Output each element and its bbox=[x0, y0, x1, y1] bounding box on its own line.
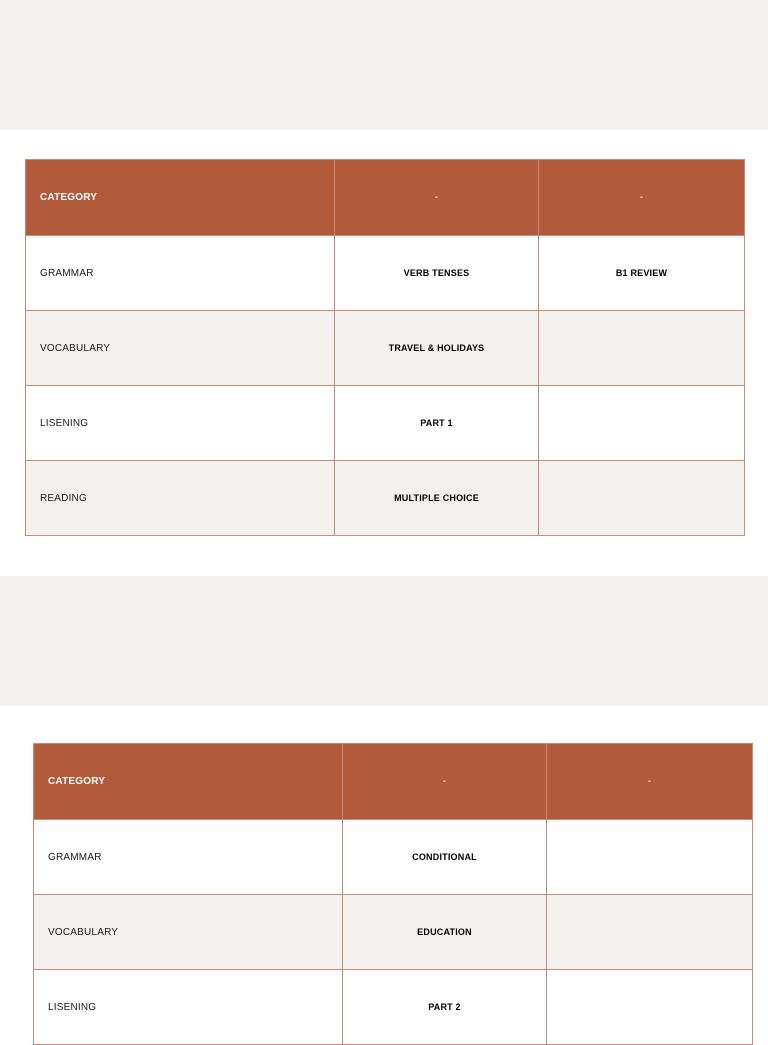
row-topic: CONDITIONAL bbox=[343, 820, 547, 895]
row-note bbox=[547, 970, 753, 1045]
row-note bbox=[547, 895, 753, 970]
row-note bbox=[539, 386, 745, 461]
header-category: CATEGORY bbox=[34, 744, 343, 820]
row-category: LISENING bbox=[34, 970, 343, 1045]
row-topic: EDUCATION bbox=[343, 895, 547, 970]
table-row bbox=[34, 970, 753, 1045]
row-note bbox=[547, 820, 753, 895]
header-band bbox=[0, 0, 768, 130]
table-row bbox=[34, 895, 753, 970]
header-column-3: - bbox=[547, 744, 753, 820]
row-category: LISENING bbox=[26, 386, 335, 461]
header-column-2: - bbox=[335, 160, 539, 236]
row-category: READING bbox=[26, 461, 335, 536]
lesson-plan-table bbox=[33, 743, 753, 1045]
row-note bbox=[539, 311, 745, 386]
row-category: GRAMMAR bbox=[26, 236, 335, 311]
table-row bbox=[26, 236, 745, 311]
table-row bbox=[26, 311, 745, 386]
table-row bbox=[26, 386, 745, 461]
row-topic: VERB TENSES bbox=[335, 236, 539, 311]
header-column-3: - bbox=[539, 160, 745, 236]
header-column-2: - bbox=[343, 744, 547, 820]
header-category: CATEGORY bbox=[26, 160, 335, 236]
table-header-row bbox=[34, 744, 753, 820]
row-topic: TRAVEL & HOLIDAYS bbox=[335, 311, 539, 386]
row-topic: PART 1 bbox=[335, 386, 539, 461]
table-row bbox=[34, 820, 753, 895]
row-topic: MULTIPLE CHOICE bbox=[335, 461, 539, 536]
row-category: GRAMMAR bbox=[34, 820, 343, 895]
table-row bbox=[26, 461, 745, 536]
section-band bbox=[0, 576, 768, 706]
row-category: VOCABULARY bbox=[26, 311, 335, 386]
row-note bbox=[539, 461, 745, 536]
lesson-plan-table bbox=[25, 159, 745, 536]
table-header-row bbox=[26, 160, 745, 236]
row-note: B1 REVIEW bbox=[539, 236, 745, 311]
row-category: VOCABULARY bbox=[34, 895, 343, 970]
row-topic: PART 2 bbox=[343, 970, 547, 1045]
